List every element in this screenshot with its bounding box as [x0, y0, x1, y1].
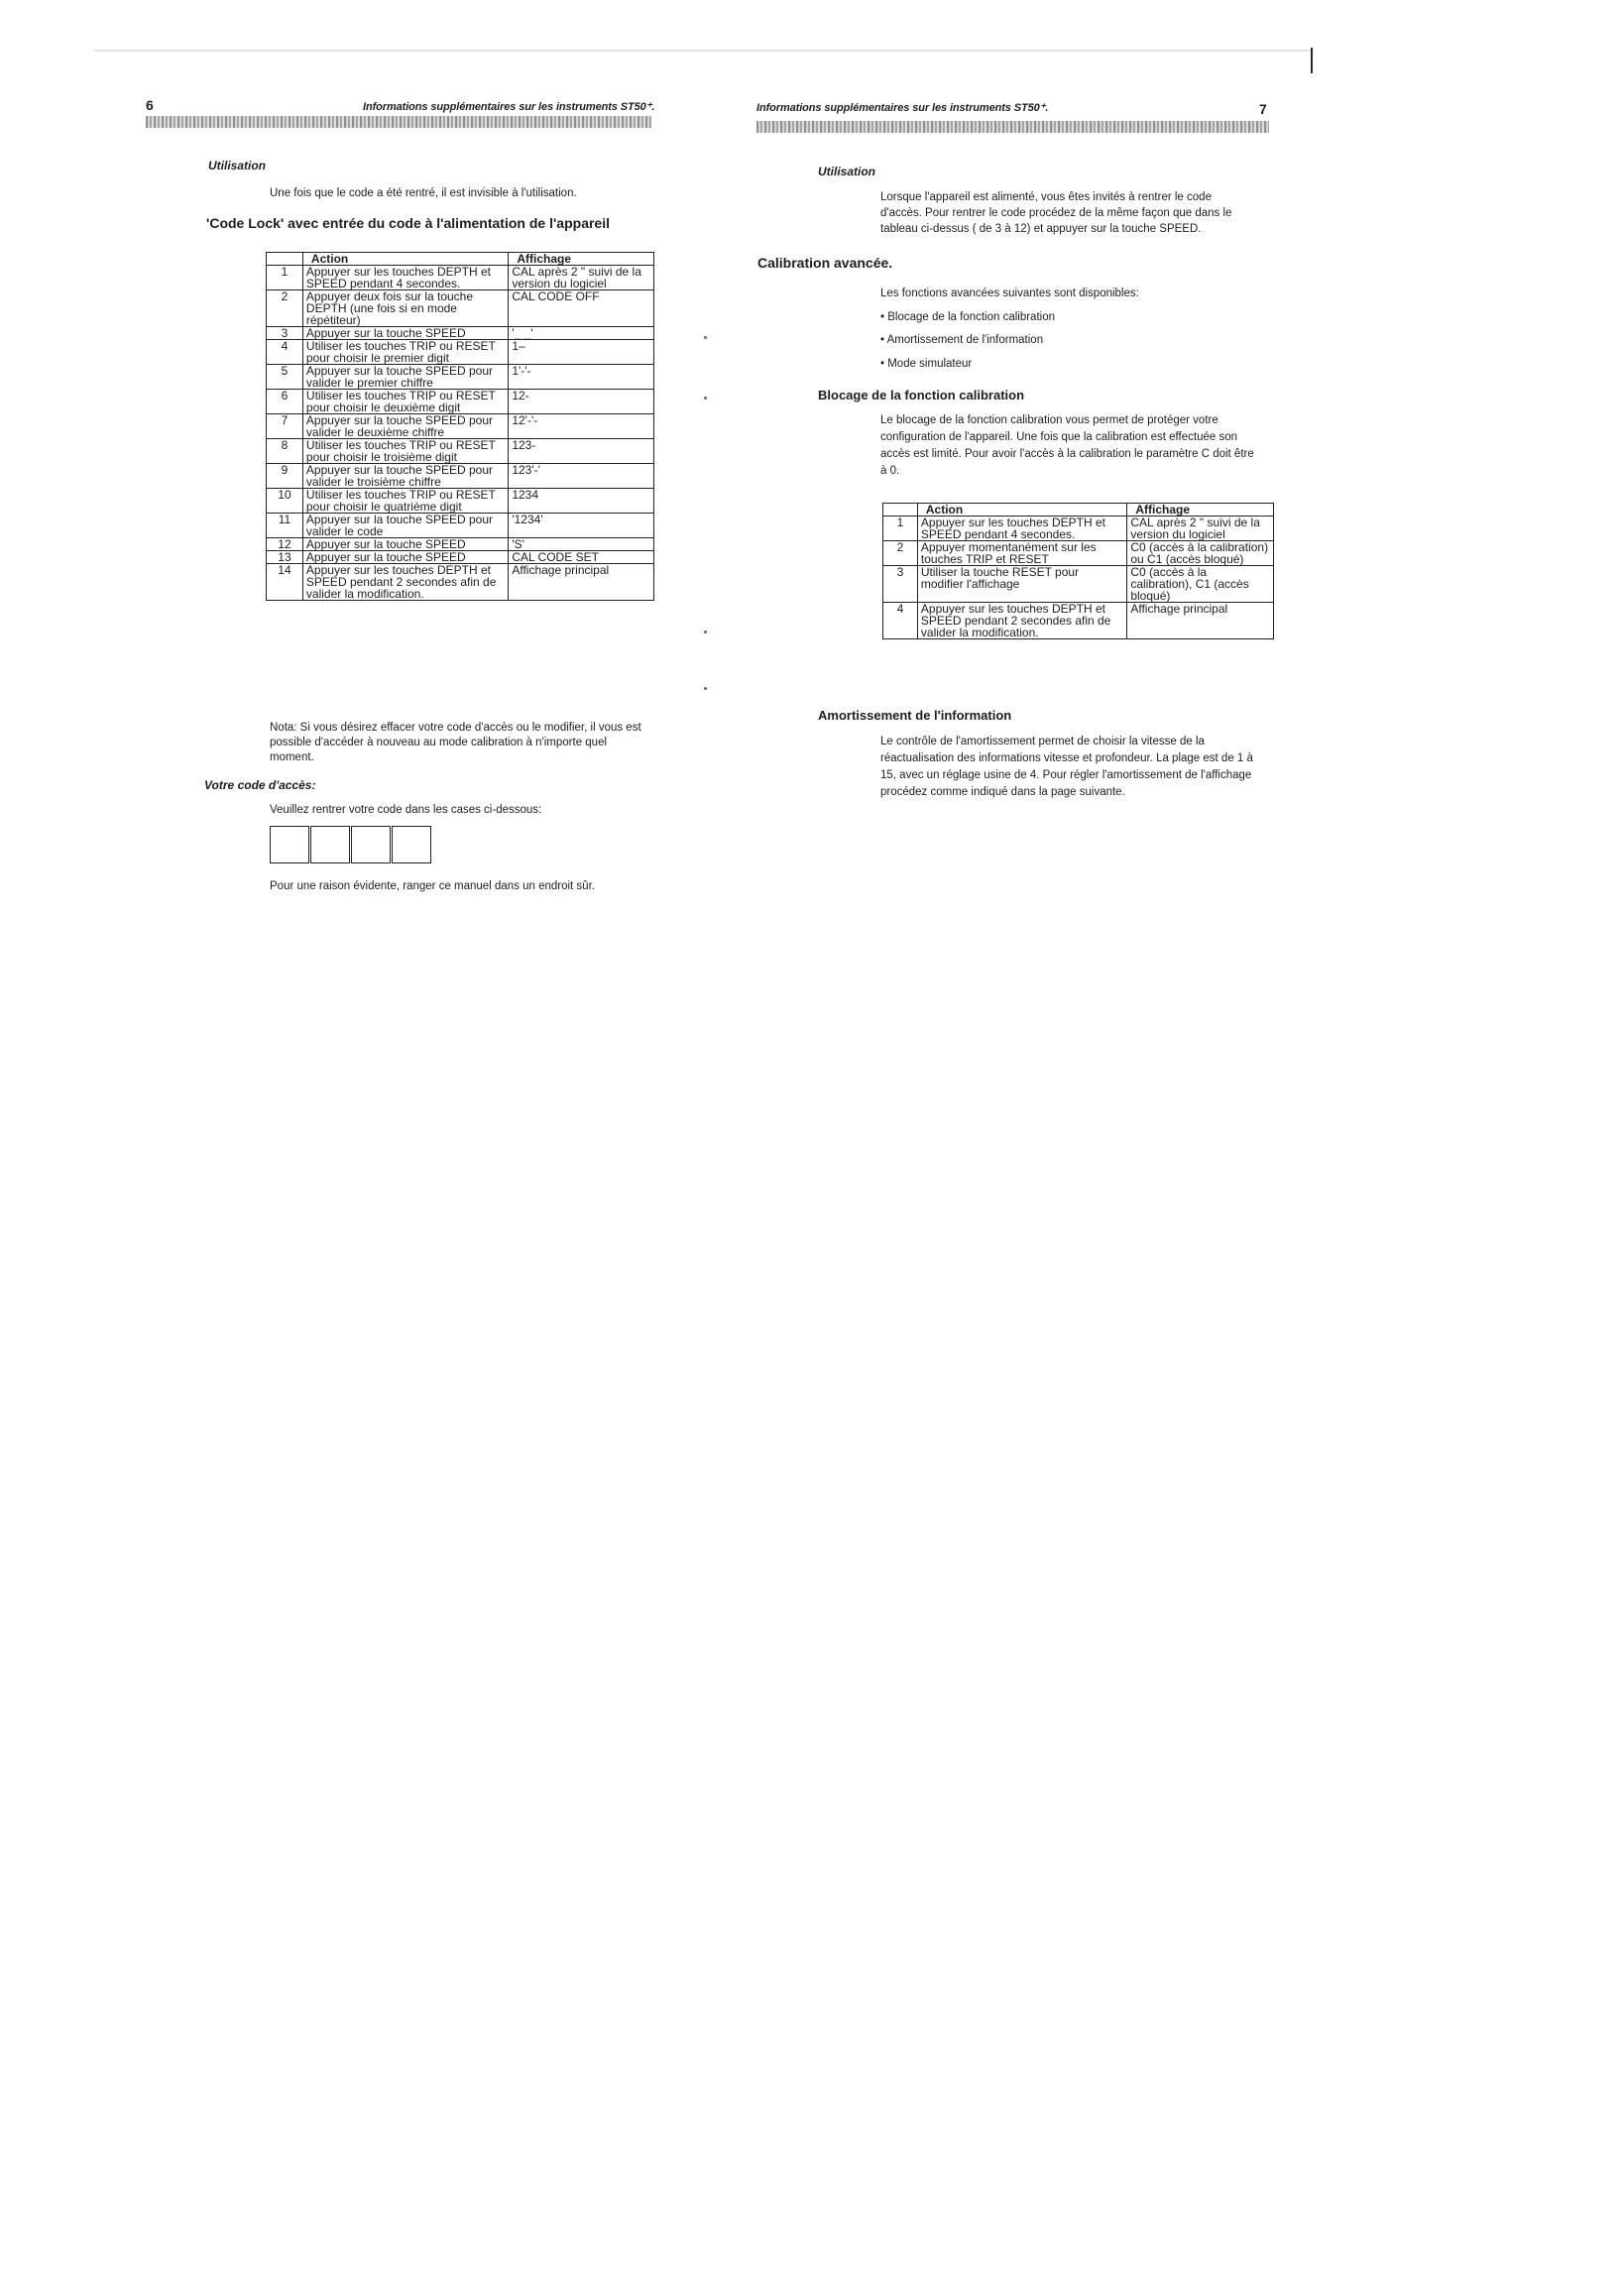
display-cell: 1'-'-: [509, 365, 654, 390]
advanced-heading: Calibration avancée.: [757, 255, 893, 271]
display-cell: 123-: [509, 439, 654, 464]
damping-line-1: Le contrôle de l'amortissement permet de choisir la vitesse de la: [880, 736, 1205, 747]
table-row: [883, 541, 1274, 566]
display-cell: CAL CODE SET: [509, 551, 654, 564]
table-row: [883, 517, 1274, 541]
display-cell: C0 (accès à la calibration), C1 (accès bloqué): [1127, 566, 1274, 603]
scan-speck: [704, 687, 707, 690]
step-number-cell: 1: [883, 517, 918, 541]
display-cell: Affichage principal: [1127, 603, 1274, 639]
usage-heading-right: Utilisation: [818, 165, 876, 178]
scan-speck: [704, 631, 707, 633]
step-number-cell: 2: [267, 290, 303, 327]
step-number-cell: 7: [267, 414, 303, 439]
action-cell: Utiliser les touches TRIP ou RESET pour choisir le troisième digit: [302, 439, 508, 464]
table-header-row: [883, 504, 1274, 517]
table-header-display: Affichage: [1127, 504, 1274, 517]
display-cell: 123'-': [509, 464, 654, 489]
step-number-cell: 8: [267, 439, 303, 464]
display-cell: C0 (accès à la calibration) ou C1 (accès bloqué): [1127, 541, 1274, 566]
step-number-cell: 4: [883, 603, 918, 639]
table-body: [883, 517, 1274, 639]
display-cell: 12-: [509, 390, 654, 414]
step-number-cell: 3: [267, 327, 303, 340]
lock-line-4: à 0.: [880, 465, 900, 477]
step-number-cell: 4: [267, 340, 303, 365]
running-head-right: Informations supplémentaires sur les instruments ST50⁺.: [756, 102, 1049, 114]
table-row: [883, 603, 1274, 639]
note-line-3: moment.: [270, 751, 314, 763]
lock-line-2: configuration de l'appareil. Une fois que la calibration est effectuée son: [880, 431, 1237, 443]
action-cell: Appuyer sur la touche SPEED: [302, 538, 508, 551]
action-cell: Appuyer sur les touches DEPTH et SPEED pendant 2 secondes afin de valider la modification.: [917, 603, 1126, 639]
display-cell: '1234': [509, 514, 654, 538]
action-cell: Utiliser la touche RESET pour modifier l'affichage: [917, 566, 1126, 603]
advanced-item-2: • Amortissement de l'information: [880, 334, 1044, 346]
display-cell: CAL après 2 " suivi de la version du logiciel: [1127, 517, 1274, 541]
table-header-num: [883, 504, 918, 517]
page-number-right: 7: [1259, 101, 1267, 117]
action-cell: Appuyer momentanément sur les touches TRIP et RESET: [917, 541, 1126, 566]
code-lock-heading: 'Code Lock' avec entrée du code à l'alimentation de l'appareil: [206, 215, 610, 231]
note-line-2: possible d'accéder à nouveau au mode calibration à n'importe quel: [270, 737, 608, 748]
table-header-display: Affichage: [509, 253, 654, 266]
usage-heading: Utilisation: [208, 159, 267, 172]
page-number: 6: [146, 97, 154, 113]
damping-line-3: 15, avec un réglage usine de 4. Pour régler l'amortissement de l'affichage: [880, 769, 1252, 781]
step-number-cell: 10: [267, 489, 303, 514]
action-cell: Utiliser les touches TRIP ou RESET pour choisir le quatrième digit: [302, 489, 508, 514]
action-cell: Utiliser les touches TRIP ou RESET pour choisir le deuxième digit: [302, 390, 508, 414]
action-cell: Utiliser les touches TRIP ou RESET pour choisir le premier digit: [302, 340, 508, 365]
table-row: [883, 566, 1274, 603]
running-head: Informations supplémentaires sur les instruments ST50⁺.: [363, 101, 655, 113]
action-cell: Appuyer sur les touches DEPTH et SPEED pendant 4 secondes.: [302, 266, 508, 290]
action-cell: Appuyer sur la touche SPEED: [302, 551, 508, 564]
display-cell: 1234: [509, 489, 654, 514]
advanced-item-3: • Mode simulateur: [880, 358, 973, 370]
usage-line-2: d'accès. Pour rentrer le code procédez de la même façon que dans le: [880, 207, 1232, 219]
action-cell: Appuyer sur la touche SPEED pour valider le code: [302, 514, 508, 538]
lock-line-1: Le blocage de la fonction calibration vous permet de protéger votre: [880, 414, 1218, 426]
action-cell: Appuyer sur les touches DEPTH et SPEED pendant 4 secondes.: [917, 517, 1126, 541]
scan-speck: [704, 336, 707, 339]
table-header-action: Action: [302, 253, 508, 266]
step-number-cell: 13: [267, 551, 303, 564]
advanced-item-1: • Blocage de la fonction calibration: [880, 311, 1055, 323]
step-number-cell: 11: [267, 514, 303, 538]
step-number-cell: 5: [267, 365, 303, 390]
action-cell: Appuyer deux fois sur la touche DEPTH (une fois si en mode répétiteur): [302, 290, 508, 327]
scan-speck: [704, 397, 707, 400]
access-code-text: Veuillez rentrer votre code dans les cases ci-dessous:: [270, 804, 542, 816]
display-cell: CAL après 2 " suivi de la version du logiciel: [509, 266, 654, 290]
usage-text: Une fois que le code a été rentré, il est invisible à l'utilisation.: [270, 187, 577, 199]
display-cell: CAL CODE OFF: [509, 290, 654, 327]
display-cell: 1–: [509, 340, 654, 365]
display-cell: '_ _': [509, 327, 654, 340]
step-number-cell: 9: [267, 464, 303, 489]
damping-line-4: procédez comme indiqué dans la page suivante.: [880, 786, 1125, 798]
note-line-1: Nota: Si vous désirez effacer votre code d'accès ou le modifier, il vous est: [270, 722, 641, 734]
action-cell: Appuyer sur la touche SPEED: [302, 327, 508, 340]
display-cell: Affichage principal: [509, 564, 654, 601]
step-number-cell: 2: [883, 541, 918, 566]
action-cell: Appuyer sur la touche SPEED pour valider le premier chiffre: [302, 365, 508, 390]
advanced-intro: Les fonctions avancées suivantes sont disponibles:: [880, 287, 1139, 299]
access-code-heading: Votre code d'accès:: [204, 778, 316, 792]
step-number-cell: 6: [267, 390, 303, 414]
damping-line-2: réactualisation des informations vitesse et profondeur. La plage est de 1 à: [880, 752, 1253, 764]
lock-heading: Blocage de la fonction calibration: [818, 388, 1025, 402]
calibration-lock-table: [882, 503, 1274, 639]
action-cell: Appuyer sur les touches DEPTH et SPEED pendant 2 secondes afin de valider la modification.: [302, 564, 508, 601]
step-number-cell: 14: [267, 564, 303, 601]
safety-text: Pour une raison évidente, ranger ce manuel dans un endroit sûr.: [270, 880, 595, 892]
action-cell: Appuyer sur la touche SPEED pour valider le troisième chiffre: [302, 464, 508, 489]
header-band-right: [756, 121, 1269, 133]
display-cell: 'S': [509, 538, 654, 551]
step-number-cell: 1: [267, 266, 303, 290]
action-cell: Appuyer sur la touche SPEED pour valider le deuxième chiffre: [302, 414, 508, 439]
damping-heading: Amortissement de l'information: [818, 708, 1012, 723]
table-header-action: Action: [917, 504, 1126, 517]
display-cell: 12'-'-: [509, 414, 654, 439]
step-number-cell: 3: [883, 566, 918, 603]
usage-line-1: Lorsque l'appareil est alimenté, vous êtes invités à rentrer le code: [880, 191, 1212, 203]
usage-line-3: tableau ci-dessus ( de 3 à 12) et appuyer sur la touche SPEED.: [880, 223, 1202, 235]
step-number-cell: 12: [267, 538, 303, 551]
lock-line-3: accès est limité. Pour avoir l'accès à la calibration le paramètre C doit être: [880, 448, 1254, 460]
